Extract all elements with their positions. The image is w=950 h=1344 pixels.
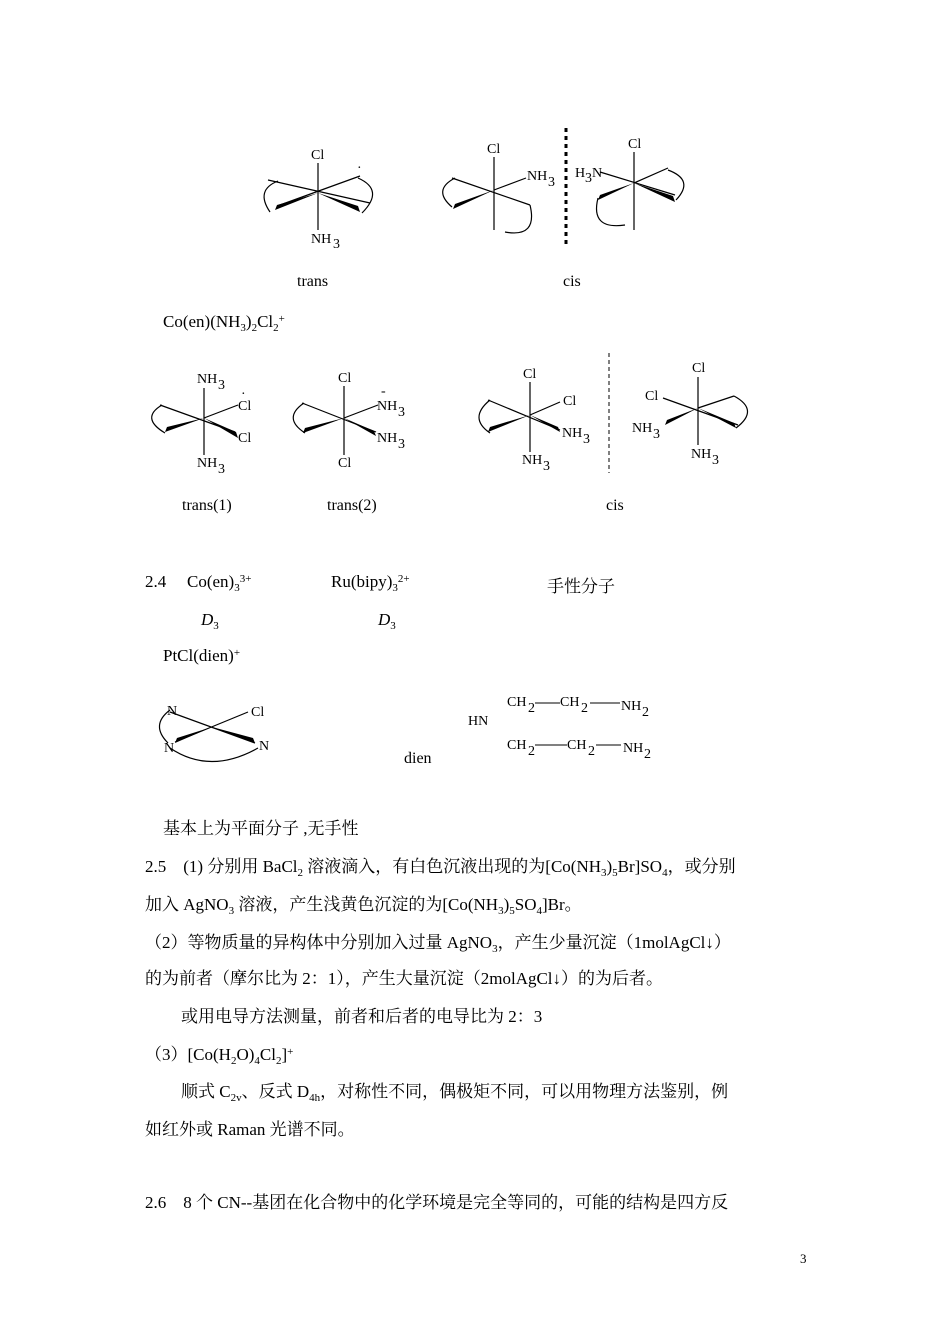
svg-text:3: 3 (218, 462, 225, 477)
ptcl-dien-structure (159, 704, 269, 762)
svg-text:Cl: Cl (238, 431, 252, 446)
svg-text:NH: NH (691, 447, 712, 462)
svg-text:NH: NH (623, 741, 644, 756)
svg-text:CH: CH (507, 738, 527, 753)
cis-left-structure (443, 142, 555, 233)
formula-ptcl-dien: PtCl(dien)+ (163, 646, 241, 665)
svg-text:3: 3 (333, 237, 340, 252)
svg-text:Cl: Cl (338, 371, 352, 386)
text-2-6: 2.6 8 个 CN--基团在化合物中的化学环境是完全等同的，可能的结构是四方反 (145, 1193, 729, 1212)
text-planar: 基本上为平面分子 ,无手性 (163, 819, 359, 838)
svg-text:Cl: Cl (563, 394, 577, 409)
svg-text:·: · (241, 387, 246, 402)
svg-text:Cl: Cl (487, 142, 501, 157)
svg-text:3: 3 (712, 453, 719, 468)
svg-text:CH: CH (560, 695, 580, 710)
svg-text:N: N (259, 739, 270, 754)
symmetry-d3-left: $D_3$ (201, 610, 219, 632)
label-cis-mid: cis (606, 497, 624, 514)
label-dien: dien (404, 750, 432, 767)
svg-text:3: 3 (398, 405, 405, 420)
svg-text:NH: NH (377, 431, 398, 446)
svg-text:NH: NH (311, 232, 332, 247)
svg-text:2: 2 (528, 744, 535, 759)
svg-text:Cl: Cl (338, 456, 352, 471)
svg-text:2: 2 (644, 747, 651, 762)
text-2-5-line2: 加入 AgNO$_3$ 溶液，产生浅黄色沉淀的为$[Co(NH_3)_5SO_4]Br$。 (145, 895, 582, 917)
formula-co-en3: $Co(en)_3^{3+}$ (187, 572, 252, 594)
svg-text:NH: NH (197, 456, 218, 471)
dien-formula (468, 695, 651, 762)
text-2-5-line7: 顺式 $C_{2v}$、反式 $D_{4h}$，对称性不同，偶极矩不同，可以用物理方法鉴别，例 (181, 1082, 729, 1104)
svg-text:3: 3 (398, 437, 405, 452)
svg-text:H: H (575, 166, 586, 181)
cis-mid-right-structure (632, 361, 748, 468)
trans1-structure (152, 372, 252, 477)
text-2-5-line4: 的为前者（摩尔比为 2：1），产生大量沉淀（2molAgCl↓）的为后者。 (145, 969, 664, 988)
cis-right-structure (575, 137, 684, 230)
svg-text:3: 3 (218, 378, 225, 393)
label-trans2: trans(2) (327, 497, 377, 514)
svg-text:Cl: Cl (238, 399, 252, 414)
svg-text:NH: NH (562, 426, 583, 441)
svg-text:3: 3 (583, 432, 590, 447)
text-2-5-line6: $(3)[Co(H_2O)_4Cl_2]^+$ (145, 1045, 294, 1067)
text-2-5-line5: 或用电导方法测量，前者和后者的电导比为 2：3 (181, 1007, 543, 1026)
trans-structure (264, 148, 373, 252)
svg-text:Cl: Cl (628, 137, 642, 152)
formula-ru-bipy: $Ru(bipy)_3^{2+}$ (331, 572, 410, 594)
label-trans1: trans(1) (182, 497, 232, 514)
cis-mid-left-structure (479, 367, 590, 474)
svg-text:Cl: Cl (692, 361, 706, 376)
svg-text:Cl: Cl (523, 367, 537, 382)
svg-text:3: 3 (653, 427, 660, 442)
text-2-5-line3: （2）等物质量的异构体中分别加入过量 AgNO$_3$，产生少量沉淀（1molAgCl↓） (145, 933, 731, 955)
svg-text:Cl: Cl (251, 705, 265, 720)
svg-text:3: 3 (543, 459, 550, 474)
svg-text:NH: NH (377, 399, 398, 414)
label-cl: Cl (311, 148, 325, 163)
svg-text:NH: NH (621, 699, 642, 714)
svg-text:2: 2 (588, 744, 595, 759)
formula-co-en-nh3: $Co(en)(NH_3)_2Cl_2^+$ (163, 312, 285, 334)
svg-text:3: 3 (585, 171, 592, 186)
label-cis-top: cis (563, 273, 581, 290)
svg-text:N: N (167, 704, 178, 719)
page-number: 3 (800, 1251, 807, 1266)
label-trans-top: trans (297, 273, 329, 290)
svg-text:NH: NH (197, 372, 218, 387)
svg-text:-: - (381, 384, 386, 399)
svg-text:NH: NH (632, 421, 653, 436)
svg-text:·: · (357, 161, 362, 176)
svg-text:Cl: Cl (645, 389, 659, 404)
text-2-5-line1: 2.5 (1) 分别用 BaCl$_2$ 溶液滴入，有白色沉液出现的为$[Co(NH_3)_5Br]SO_4$，或分别 (145, 857, 736, 879)
trans2-structure (293, 371, 405, 471)
svg-text:3: 3 (548, 175, 555, 190)
symmetry-d3-right: $D_3$ (378, 610, 396, 632)
svg-text:NH: NH (522, 453, 543, 468)
svg-text:2: 2 (642, 705, 649, 720)
svg-text:NH: NH (527, 169, 548, 184)
label-chiral: 手性分子 (547, 577, 615, 596)
svg-text:N: N (592, 166, 603, 181)
svg-text:2: 2 (528, 701, 535, 716)
section-2-4-number: 2.4 (145, 572, 167, 591)
text-2-5-line8: 如红外或 Raman 光谱不同。 (145, 1120, 355, 1139)
svg-text:2: 2 (581, 701, 588, 716)
svg-text:HN: HN (468, 714, 489, 729)
svg-text:CH: CH (567, 738, 587, 753)
svg-text:N: N (164, 741, 175, 756)
svg-text:CH: CH (507, 695, 527, 710)
